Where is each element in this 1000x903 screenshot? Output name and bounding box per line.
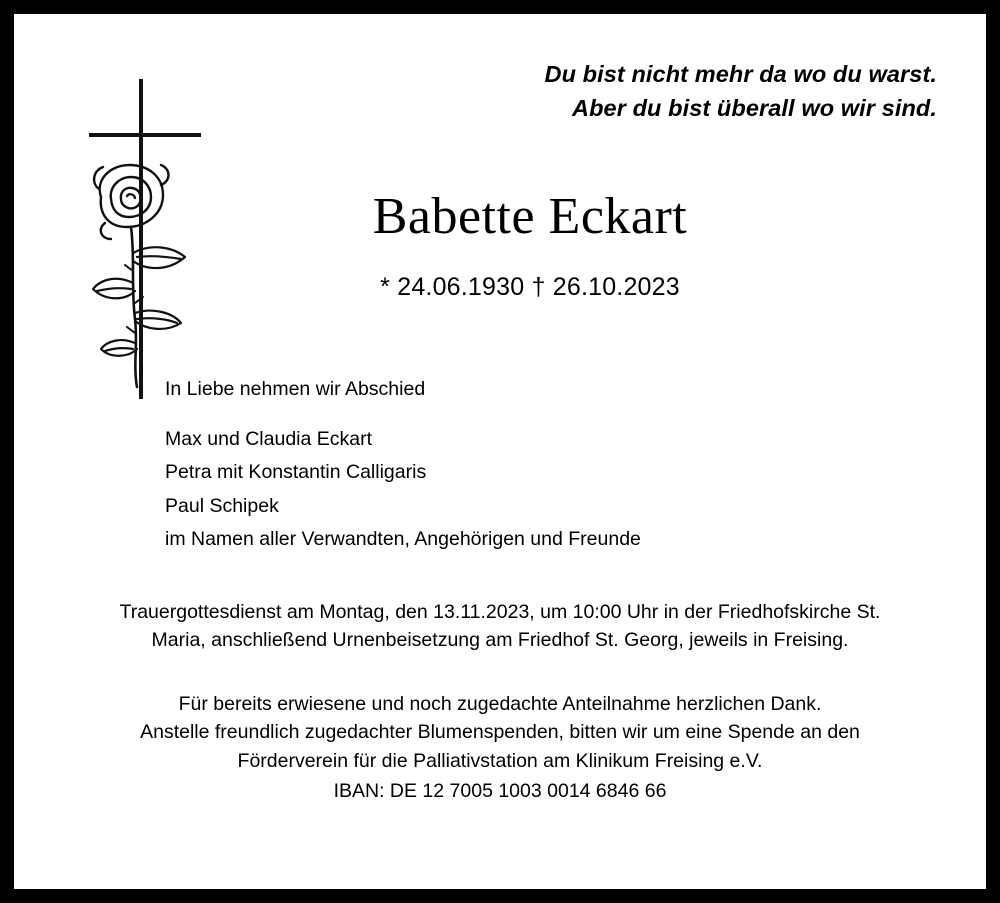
cross-with-rose-icon [81, 57, 251, 417]
service-line: Maria, anschließend Urnenbeisetzung am Friedhof St. Georg, jeweils in Freising. [151, 628, 849, 651]
birth-death-dates: * 24.06.1930 † 26.10.2023 [380, 273, 680, 302]
family-member-line: im Namen aller Verwandten, Angehörigen und Freunde [165, 528, 641, 551]
funeral-service-info [55, 598, 945, 655]
obituary-paper [21, 21, 979, 882]
iban-line: IBAN: DE 12 7005 1003 0014 6846 66 [333, 779, 667, 802]
donation-line: Anstelle freundlich zugedachter Blumenspenden, bitten wir um eine Spende an den [140, 721, 860, 744]
epitaph-line-1: Du bist nicht mehr da wo du warst. [544, 61, 937, 87]
mourning-border-frame [14, 14, 986, 889]
thanks-line: Für bereits erwiesene und noch zugedachte Anteilnahme herzlichen Dank. [178, 693, 822, 716]
deceased-name: Babette Eckart [372, 188, 688, 246]
family-member-line: Max und Claudia Eckart [165, 427, 373, 450]
donation-recipient: Förderverein für die Palliativstation am Klinikum Freising e.V. [237, 749, 763, 772]
epitaph-line-2: Aber du bist überall wo wir sind. [572, 95, 937, 122]
service-line: Trauergottesdienst am Montag, den 13.11.2023, um 10:00 Uhr in der Friedhofskirche St. [119, 600, 881, 623]
family-member-line: Petra mit Konstantin Calligaris [165, 461, 427, 484]
thanks-and-donation-info [55, 690, 945, 805]
family-member-line: Paul Schipek [165, 494, 279, 517]
farewell-lead: In Liebe nehmen wir Abschied [165, 378, 426, 401]
